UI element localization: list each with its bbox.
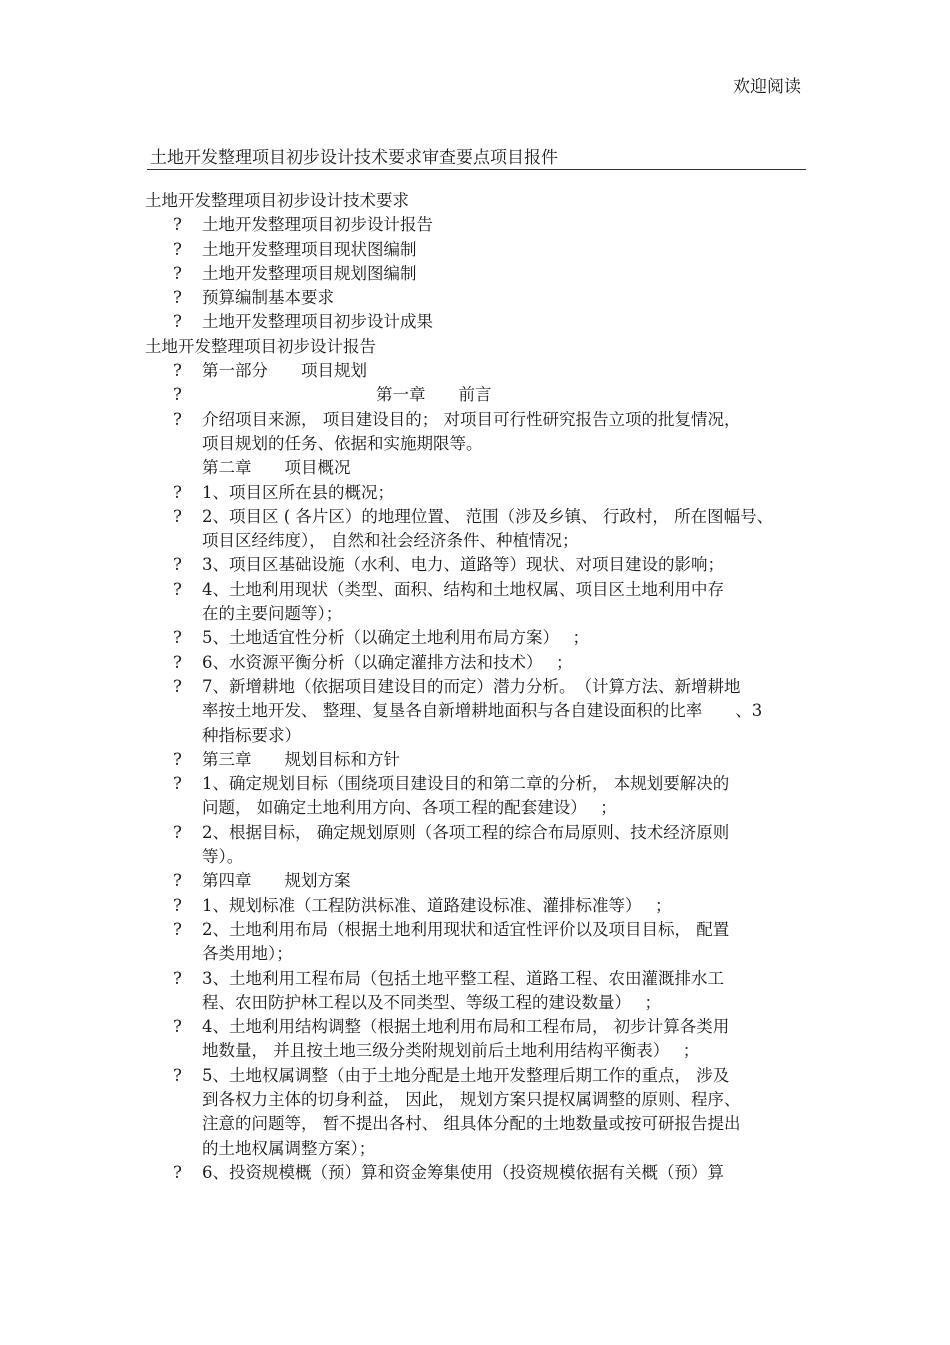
- line-text: 第四章 规划方案: [202, 871, 351, 891]
- list-item-continuation: [0, 1088, 950, 1112]
- bullet-marker-icon: ?: [173, 555, 182, 575]
- bullet-marker-icon: ?: [173, 968, 182, 988]
- list-item: [0, 310, 950, 334]
- line-text: 土地开发整理项目现状图编制: [202, 239, 417, 259]
- list-item-continuation: [0, 1039, 950, 1063]
- line-text: 第一章 前言: [376, 385, 492, 405]
- list-item: [0, 772, 950, 796]
- list-item: [0, 408, 950, 432]
- chapter-heading: [0, 383, 950, 407]
- list-item-continuation: [0, 1112, 950, 1136]
- page-title: 土地开发整理项目初步设计技术要求审查要点项目报件: [150, 148, 558, 168]
- list-item-continuation: [0, 845, 950, 869]
- list-item-continuation: [0, 432, 950, 456]
- bullet-marker-icon: ?: [173, 263, 182, 283]
- bullet-marker-icon: ?: [173, 1017, 182, 1037]
- bullet-marker-icon: ?: [173, 506, 182, 526]
- document-body: [0, 189, 950, 1185]
- line-text: 第二章 项目概况: [202, 458, 351, 478]
- line-text: 6、投资规模概（预）算和资金筹集使用（投资规模依据有关概（预）算: [202, 1162, 724, 1182]
- line-text: 土地开发整理项目初步设计报告: [145, 336, 376, 356]
- bullet-marker-icon: ?: [173, 628, 182, 648]
- bullet-marker-icon: ?: [173, 871, 182, 891]
- bullet-marker-icon: ?: [173, 239, 182, 259]
- line-text: 项目规划的任务、依据和实施期限等。: [202, 433, 483, 453]
- line-text: 5、土地权属调整（由于土地分配是土地开发整理后期工作的重点， 涉及: [202, 1065, 730, 1085]
- line-text: 2、土地利用布局（根据土地利用现状和适宜性评价以及项目目标， 配置: [202, 919, 730, 939]
- line-text: 3、项目区基础设施（水利、电力、道路等）现状、对项目建设的影响；: [202, 555, 724, 575]
- list-item: [0, 359, 950, 383]
- line-text: 2、根据目标， 确定规划原则（各项工程的综合布局原则、技术经济原则: [202, 822, 730, 842]
- line-text: 7、新增耕地（依据项目建设目的而定）潜力分析。 （计算方法、新增耕地: [202, 676, 741, 696]
- list-item: [0, 262, 950, 286]
- list-item: [0, 869, 950, 893]
- line-text: 2、项目区 ( 各片区）的地理位置、 范围（涉及乡镇、 行政村， 所在图幅号、: [202, 506, 774, 526]
- bullet-marker-icon: ?: [173, 919, 182, 939]
- line-text: 3、土地利用工程布局（包括土地平整工程、道路工程、农田灌溉排水工: [202, 968, 724, 988]
- list-item: [0, 918, 950, 942]
- list-item: [0, 967, 950, 991]
- line-text: 地数量， 并且按土地三级分类附规划前后土地利用结构平衡表） ；: [202, 1041, 700, 1061]
- list-item-continuation: [0, 991, 950, 1015]
- list-item: [0, 553, 950, 577]
- line-text: 4、土地利用结构调整（根据土地利用布局和工程布局， 初步计算各类用: [202, 1017, 730, 1037]
- bullet-marker-icon: ?: [173, 288, 182, 308]
- line-text: 在的主要问题等）；: [202, 604, 343, 624]
- line-text: 程、农田防护林工程以及不同类型、等级工程的建设数量） ；: [202, 992, 661, 1012]
- bullet-marker-icon: ?: [173, 895, 182, 915]
- list-item: [0, 1064, 950, 1088]
- line-text: 1、确定规划目标（围绕项目建设目的和第二章的分析， 本规划要解决的: [202, 774, 730, 794]
- line-text: 1、规划标准（工程防洪标准、道路建设标准、灌排标准等） ；: [202, 895, 672, 915]
- bullet-marker-icon: ?: [173, 482, 182, 502]
- line-text: 土地开发整理项目初步设计技术要求: [145, 191, 409, 210]
- line-text: 注意的问题等， 暂不提出各村、 组具体分配的土地数量或按可研报告提出: [202, 1114, 741, 1134]
- list-item-continuation: [0, 529, 950, 553]
- line-text: 土地开发整理项目初步设计成果: [202, 312, 433, 332]
- section-heading: [0, 189, 950, 213]
- title-divider: [147, 169, 806, 170]
- line-text: 到各权力主体的切身利益， 因此， 规划方案只提权属调整的原则、程序、: [202, 1089, 741, 1109]
- line-text: 5、土地适宜性分析（以确定土地利用布局方案） ；: [202, 628, 589, 648]
- list-item: [0, 481, 950, 505]
- list-item-continuation: [0, 1137, 950, 1161]
- list-item: [0, 578, 950, 602]
- list-item: [0, 286, 950, 310]
- bullet-marker-icon: ?: [173, 1065, 182, 1085]
- bullet-marker-icon: ?: [173, 361, 182, 381]
- line-text: 第一部分 项目规划: [202, 361, 367, 381]
- bullet-marker-icon: ?: [173, 749, 182, 769]
- list-item-continuation: [0, 456, 950, 480]
- line-text: 土地开发整理项目规划图编制: [202, 263, 417, 283]
- bullet-marker-icon: ?: [173, 409, 182, 429]
- list-item: [0, 238, 950, 262]
- list-item-continuation: [0, 699, 950, 723]
- list-item: [0, 821, 950, 845]
- bullet-marker-icon: ?: [173, 312, 182, 332]
- line-text: 6、水资源平衡分析（以确定灌排方法和技术） ；: [202, 652, 573, 672]
- bullet-marker-icon: ?: [173, 774, 182, 794]
- line-text: 等）。: [202, 847, 244, 867]
- list-item-continuation: [0, 724, 950, 748]
- line-text: 第三章 规划目标和方针: [202, 749, 400, 769]
- list-item: [0, 675, 950, 699]
- list-item: [0, 1161, 950, 1185]
- line-text: 1、项目区所在县的概况；: [202, 482, 394, 502]
- bullet-marker-icon: ?: [173, 676, 182, 696]
- list-item: [0, 505, 950, 529]
- list-item-continuation: [0, 796, 950, 820]
- line-text: 介绍项目来源， 项目建设目的； 对项目可行性研究报告立项的批复情况，: [202, 409, 741, 429]
- header-welcome-label: 欢迎阅读: [733, 77, 801, 97]
- bullet-marker-icon: ?: [173, 1162, 182, 1182]
- line-text: 问题， 如确定土地利用方向、各项工程的配套建设） ；: [202, 798, 617, 818]
- line-text: 各类用地）；: [202, 944, 293, 964]
- line-text: 土地开发整理项目初步设计报告: [202, 215, 433, 235]
- line-text: 率按土地开发、 整理、复垦各自新增耕地面积与各自建设面积的比率 、3: [202, 701, 763, 721]
- bullet-marker-icon: ?: [173, 385, 182, 405]
- line-text: 项目区经纬度）， 自然和社会经济条件、种植情况；: [202, 531, 579, 551]
- line-text: 预算编制基本要求: [202, 288, 334, 308]
- line-text: 4、土地利用现状（类型、面积、结构和土地权属、项目区土地利用中存: [202, 579, 724, 599]
- list-item: [0, 894, 950, 918]
- bullet-marker-icon: ?: [173, 215, 182, 235]
- list-item-continuation: [0, 942, 950, 966]
- list-item: [0, 748, 950, 772]
- line-text: 的土地权属调整方案）；: [202, 1138, 376, 1158]
- list-item: [0, 213, 950, 237]
- bullet-marker-icon: ?: [173, 579, 182, 599]
- list-item-continuation: [0, 602, 950, 626]
- line-text: 种指标要求）: [202, 725, 301, 745]
- bullet-marker-icon: ?: [173, 822, 182, 842]
- list-item: [0, 651, 950, 675]
- list-item: [0, 626, 950, 650]
- section-heading: [0, 335, 950, 359]
- bullet-marker-icon: ?: [173, 652, 182, 672]
- list-item: [0, 1015, 950, 1039]
